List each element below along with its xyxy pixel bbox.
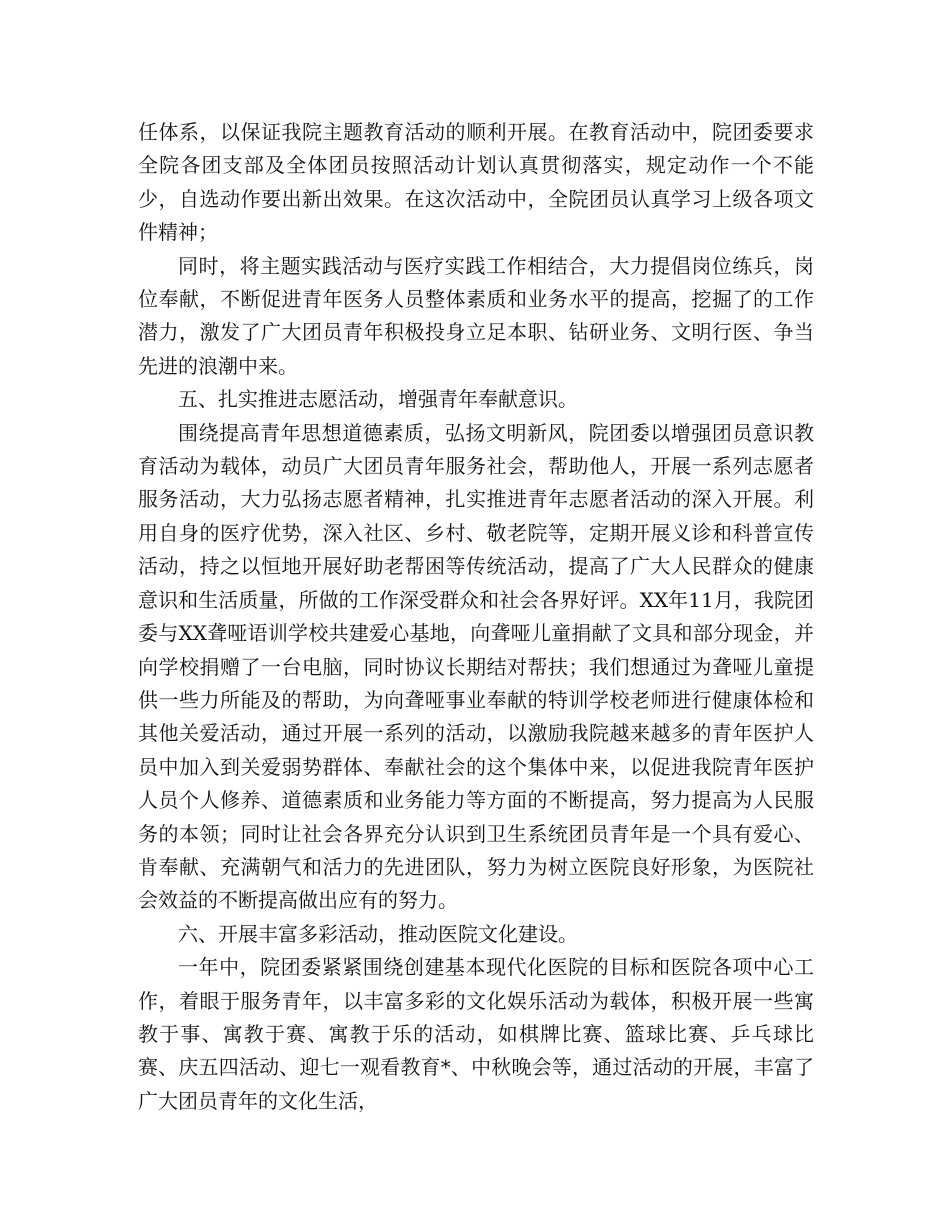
paragraph-culture: 一年中，院团委紧紧围绕创建基本现代化医院的目标和医院各项中心工作，着眼于服务青年，以丰富多彩的文化娱乐活动为载体，积极开展一些寓教于事、寓教于赛、寓教于乐的活动，如棋牌比赛、篮球比赛、乒乓球比赛、庆五四活动、迎七一观看教育*、中秋晚会等，通过活动的开展，丰富了广大团员青年的文化生活， (138, 955, 814, 1113)
paragraph-volunteer: 围绕提高青年思想道德素质，弘扬文明新风，院团委以增强团员意识教育活动为载体，动员广大团员青年服务社会，帮助他人，开展一系列志愿者服务活动，大力弘扬志愿者精神，扎实推进青年志愿者活动的深入开展。利用自身的医疗优势，深入社区、乡村、敬老院等，定期开展义诊和科普宣传活动，持之以恒地开展好助老帮困等传统活动，提高了广大人民群众的健康意识和生活质量，所做的工作深受群众和社会各界好评。XX年11月，我院团委与XX聋哑语训学校共建爱心基地，向聋哑儿童捐献了文具和部分现金，并向学校捐赠了一台电脑，同时协议长期结对帮扶；我们想通过为聋哑儿童提供一些力所能及的帮助，为向聋哑事业奉献的特训学校老师进行健康体检和其他关爱活动，通过开展一系列的活动，以激励我院越来越多的青年医护人员中加入到关爱弱势群体、奉献社会的这个集体中来，以促进我院青年医护人员个人修养、道德素质和业务能力等方面的不断提高，努力提高为人民服务的本领；同时让社会各界充分认识到卫生系统团员青年是一个具有爱心、肯奉献、充满朝气和活力的先进团队，努力为树立医院良好形象，为医院社会效益的不断提高做出应有的努力。 (138, 420, 814, 913)
document-body (138, 116, 814, 1118)
section-heading-six: 六、开展丰富多彩活动，推动医院文化建设。 (178, 921, 578, 946)
paragraph-practice: 同时，将主题实践活动与医疗实践工作相结合，大力提倡岗位练兵，岗位奉献，不断促进青年医务人员整体素质和业务水平的提高，挖掘了的工作潜力，激发了广大团员青年积极投身立足本职、钻研业务、文明行医、争当先进的浪潮中来。 (138, 253, 814, 378)
paragraph-continuation: 任体系，以保证我院主题教育活动的顺利开展。在教育活动中，院团委要求全院各团支部及全体团员按照活动计划认真贯彻落实，规定动作一个不能少，自选动作要出新出效果。在这次活动中，全院团员认真学习上级各项文件精神； (138, 120, 814, 245)
section-heading-five: 五、扎实推进志愿活动，增强青年奉献意识。 (178, 387, 578, 412)
